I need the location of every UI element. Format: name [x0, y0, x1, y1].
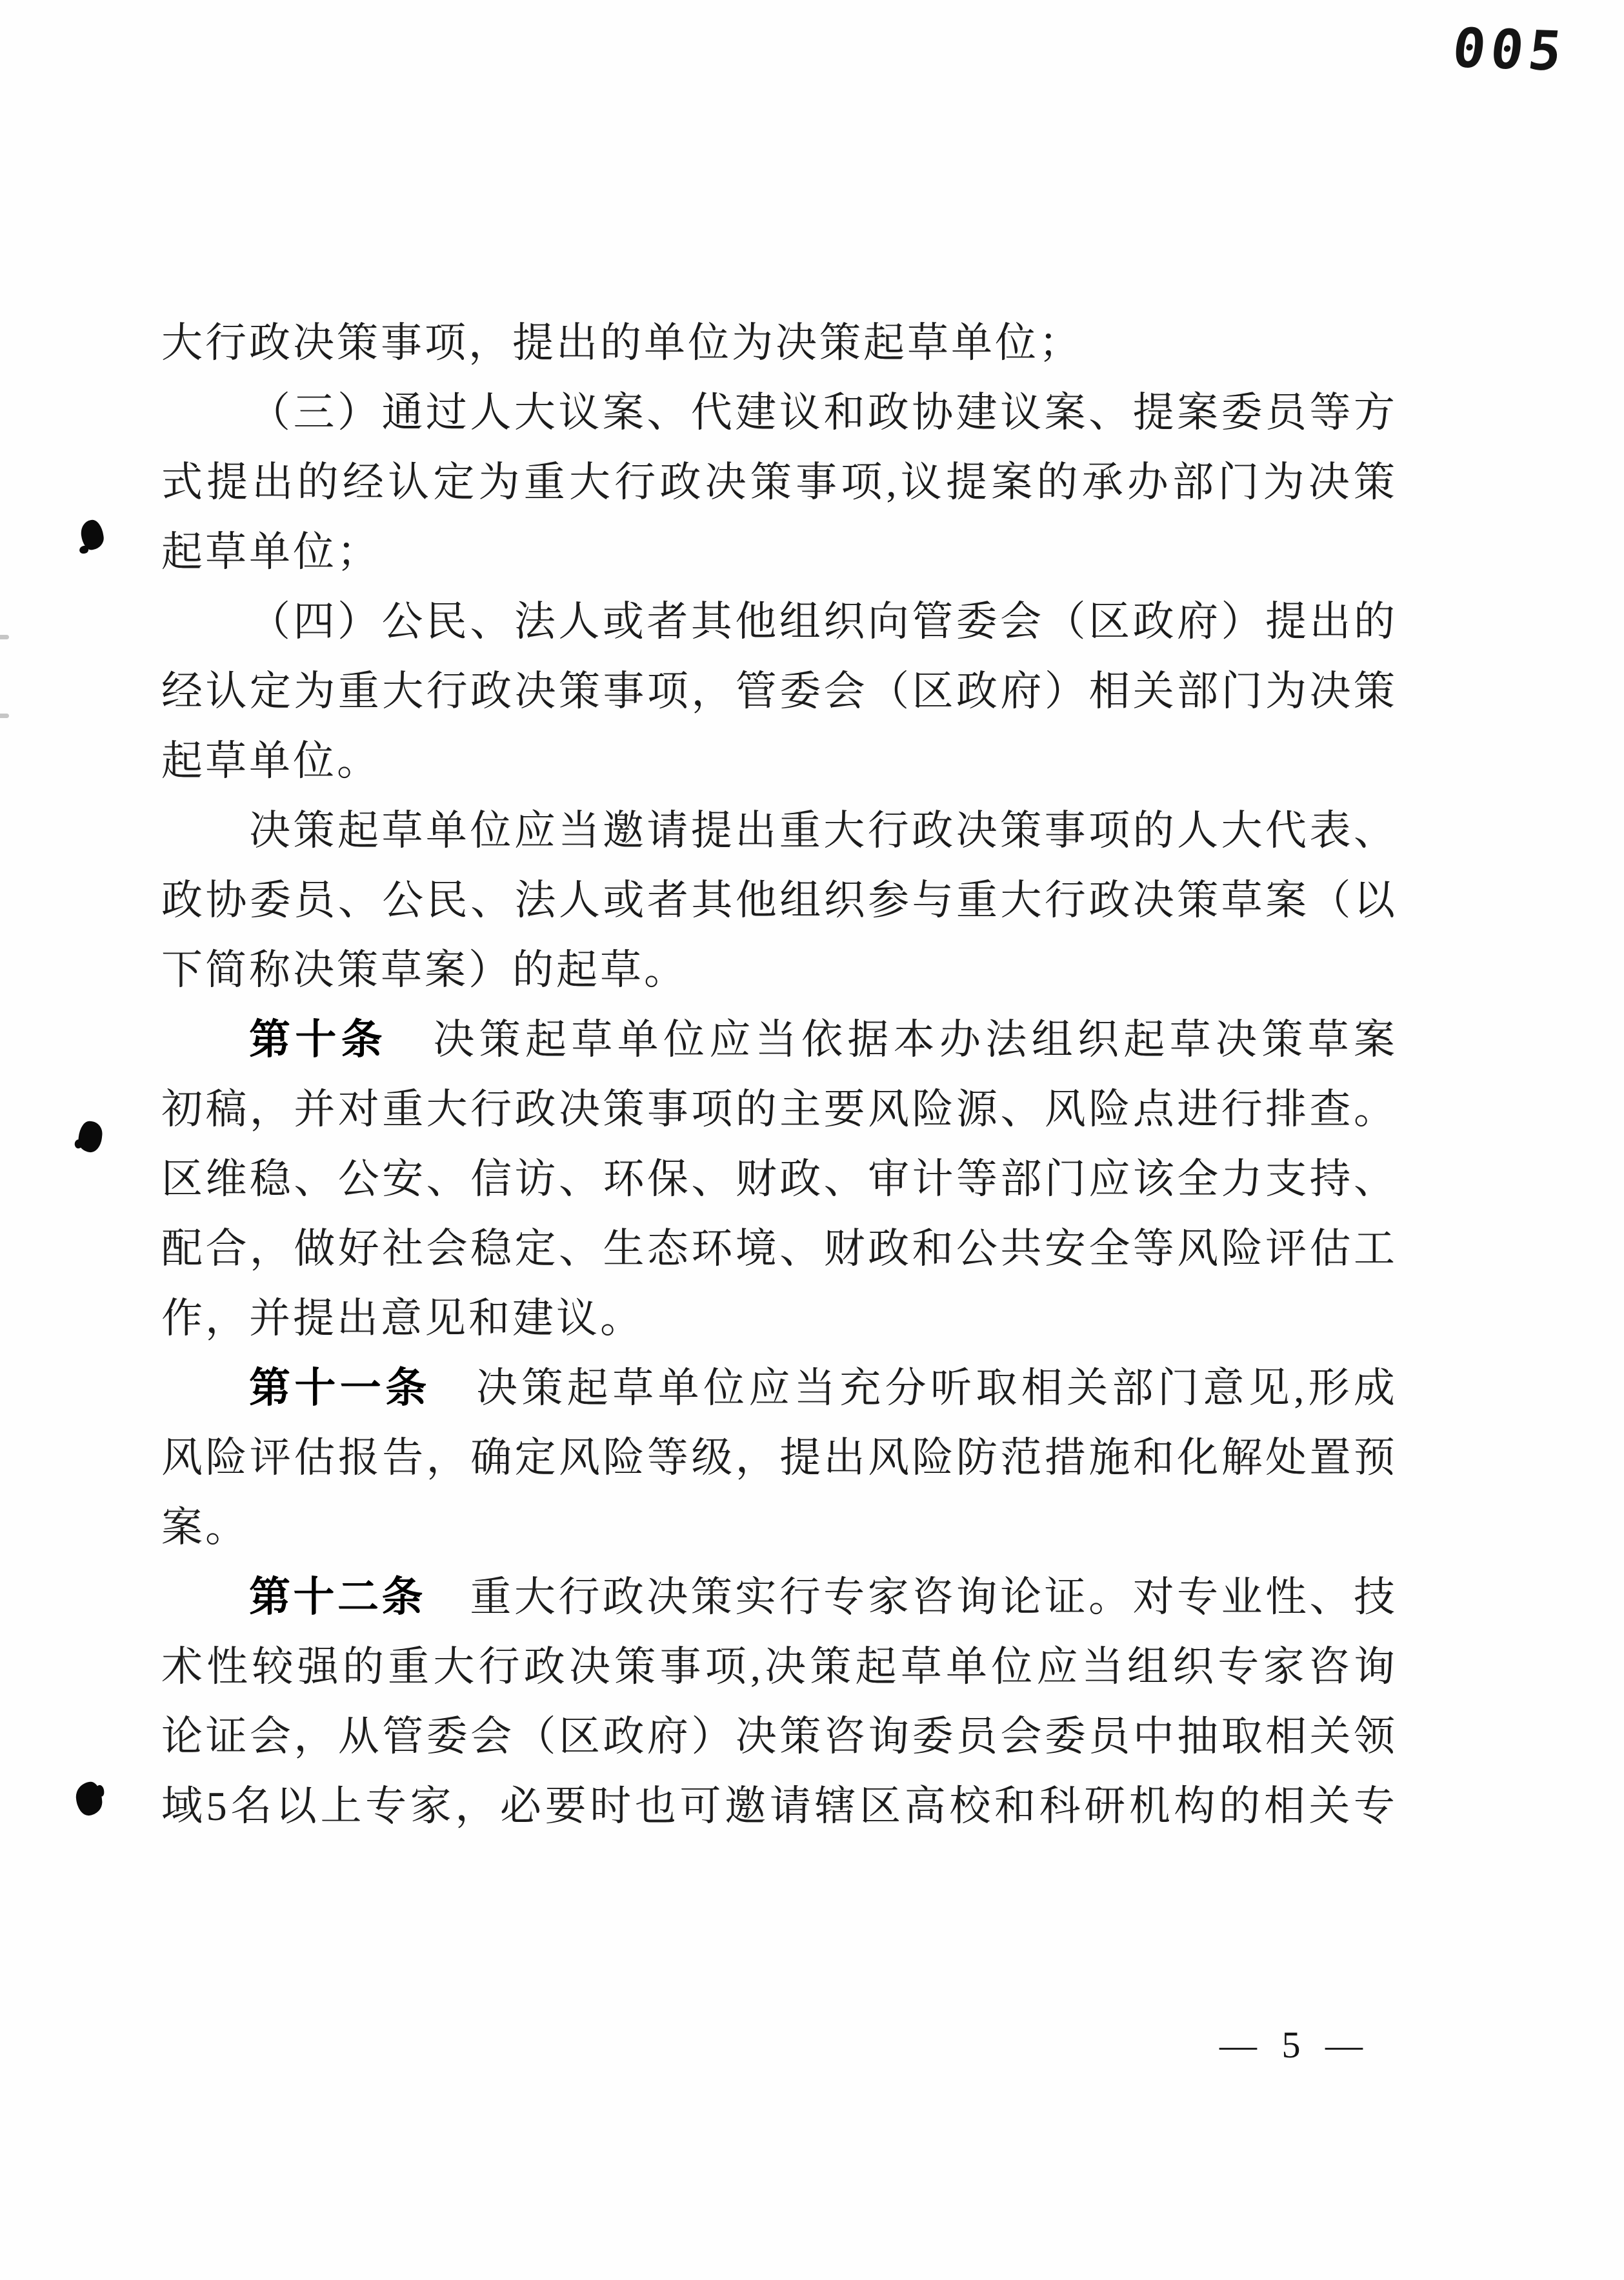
text-line	[161, 866, 1395, 935]
line-text: 决策起草单位应当邀请提出重大行政决策事项的人大代表、	[249, 808, 1395, 854]
text-line	[161, 1563, 1395, 1632]
article-number: 第十一条	[249, 1365, 431, 1411]
line-text: 域5名以上专家，必要时也可邀请辖区高校和科研机构的相关专	[161, 1783, 1395, 1829]
ink-blot	[77, 1120, 104, 1154]
article-number: 第十条	[249, 1017, 387, 1063]
handwritten-page-number: 005	[1449, 16, 1570, 83]
text-line	[161, 1005, 1395, 1075]
line-text: 政协委员、公民、法人或者其他组织参与重大行政决策草案（以	[161, 877, 1395, 923]
document-body	[161, 308, 1395, 1841]
article-number: 第十二条	[249, 1574, 426, 1620]
text-line	[161, 1214, 1395, 1284]
line-text: 式提出的经认定为重大行政决策事项,议提案的承办部门为决策	[161, 459, 1395, 505]
text-line	[161, 517, 1395, 587]
line-text: 风险评估报告，确定风险等级，提出风险防范措施和化解处置预	[161, 1435, 1395, 1481]
text-line	[161, 657, 1395, 726]
text-line	[161, 1284, 1395, 1354]
line-text: 案。	[161, 1505, 249, 1550]
text-line	[161, 308, 1395, 378]
scan-edge-artifact	[0, 635, 9, 639]
text-line	[161, 1145, 1395, 1214]
text-line	[161, 935, 1395, 1005]
text-line	[161, 1493, 1395, 1563]
line-text: 区维稳、公安、信访、环保、财政、审计等部门应该全力支持、	[161, 1156, 1395, 1202]
line-text: 起草单位；	[161, 529, 381, 575]
text-line	[161, 726, 1395, 796]
text-line	[161, 1423, 1395, 1493]
line-text: （四）公民、法人或者其他组织向管委会（区政府）提出的	[249, 599, 1395, 645]
line-text: 经认定为重大行政决策事项，管委会（区政府）相关部门为决策	[161, 668, 1395, 714]
line-text: 下简称决策草案）的起草。	[161, 947, 688, 993]
line-text: 决策起草单位应当依据本办法组织起草决策草案	[387, 1017, 1395, 1063]
text-line	[161, 378, 1395, 448]
text-line	[161, 1354, 1395, 1423]
line-text: 论证会，从管委会（区政府）决策咨询委员会委员中抽取相关领	[161, 1714, 1395, 1759]
line-text: 大行政决策事项，提出的单位为决策起草单位；	[161, 320, 1083, 366]
line-text: 决策起草单位应当充分听取相关部门意见,形成	[430, 1365, 1396, 1411]
text-line	[161, 448, 1395, 517]
text-line	[161, 1772, 1395, 1841]
ink-blot	[79, 519, 105, 551]
text-line	[161, 1075, 1395, 1145]
text-line	[161, 1702, 1395, 1772]
line-text: 术性较强的重大行政决策事项,决策起草单位应当组织专家咨询	[161, 1644, 1395, 1690]
line-text: 初稿，并对重大行政决策事项的主要风险源、风险点进行排查。	[161, 1086, 1395, 1132]
line-text: 起草单位。	[161, 738, 381, 784]
footer-page-number: — 5 —	[1219, 2024, 1370, 2066]
line-text: 配合，做好社会稳定、生态环境、财政和公共安全等风险评估工	[161, 1226, 1395, 1272]
text-line	[161, 796, 1395, 866]
line-text: 重大行政决策实行专家咨询论证。对专业性、技	[425, 1574, 1395, 1620]
text-line	[161, 587, 1395, 657]
scan-edge-artifact	[0, 714, 9, 718]
line-text: （三）通过人大议案、代建议和政协建议案、提案委员等方	[249, 390, 1395, 435]
ink-blot	[75, 1781, 103, 1817]
line-text: 作，并提出意见和建议。	[161, 1295, 644, 1341]
text-line	[161, 1632, 1395, 1702]
